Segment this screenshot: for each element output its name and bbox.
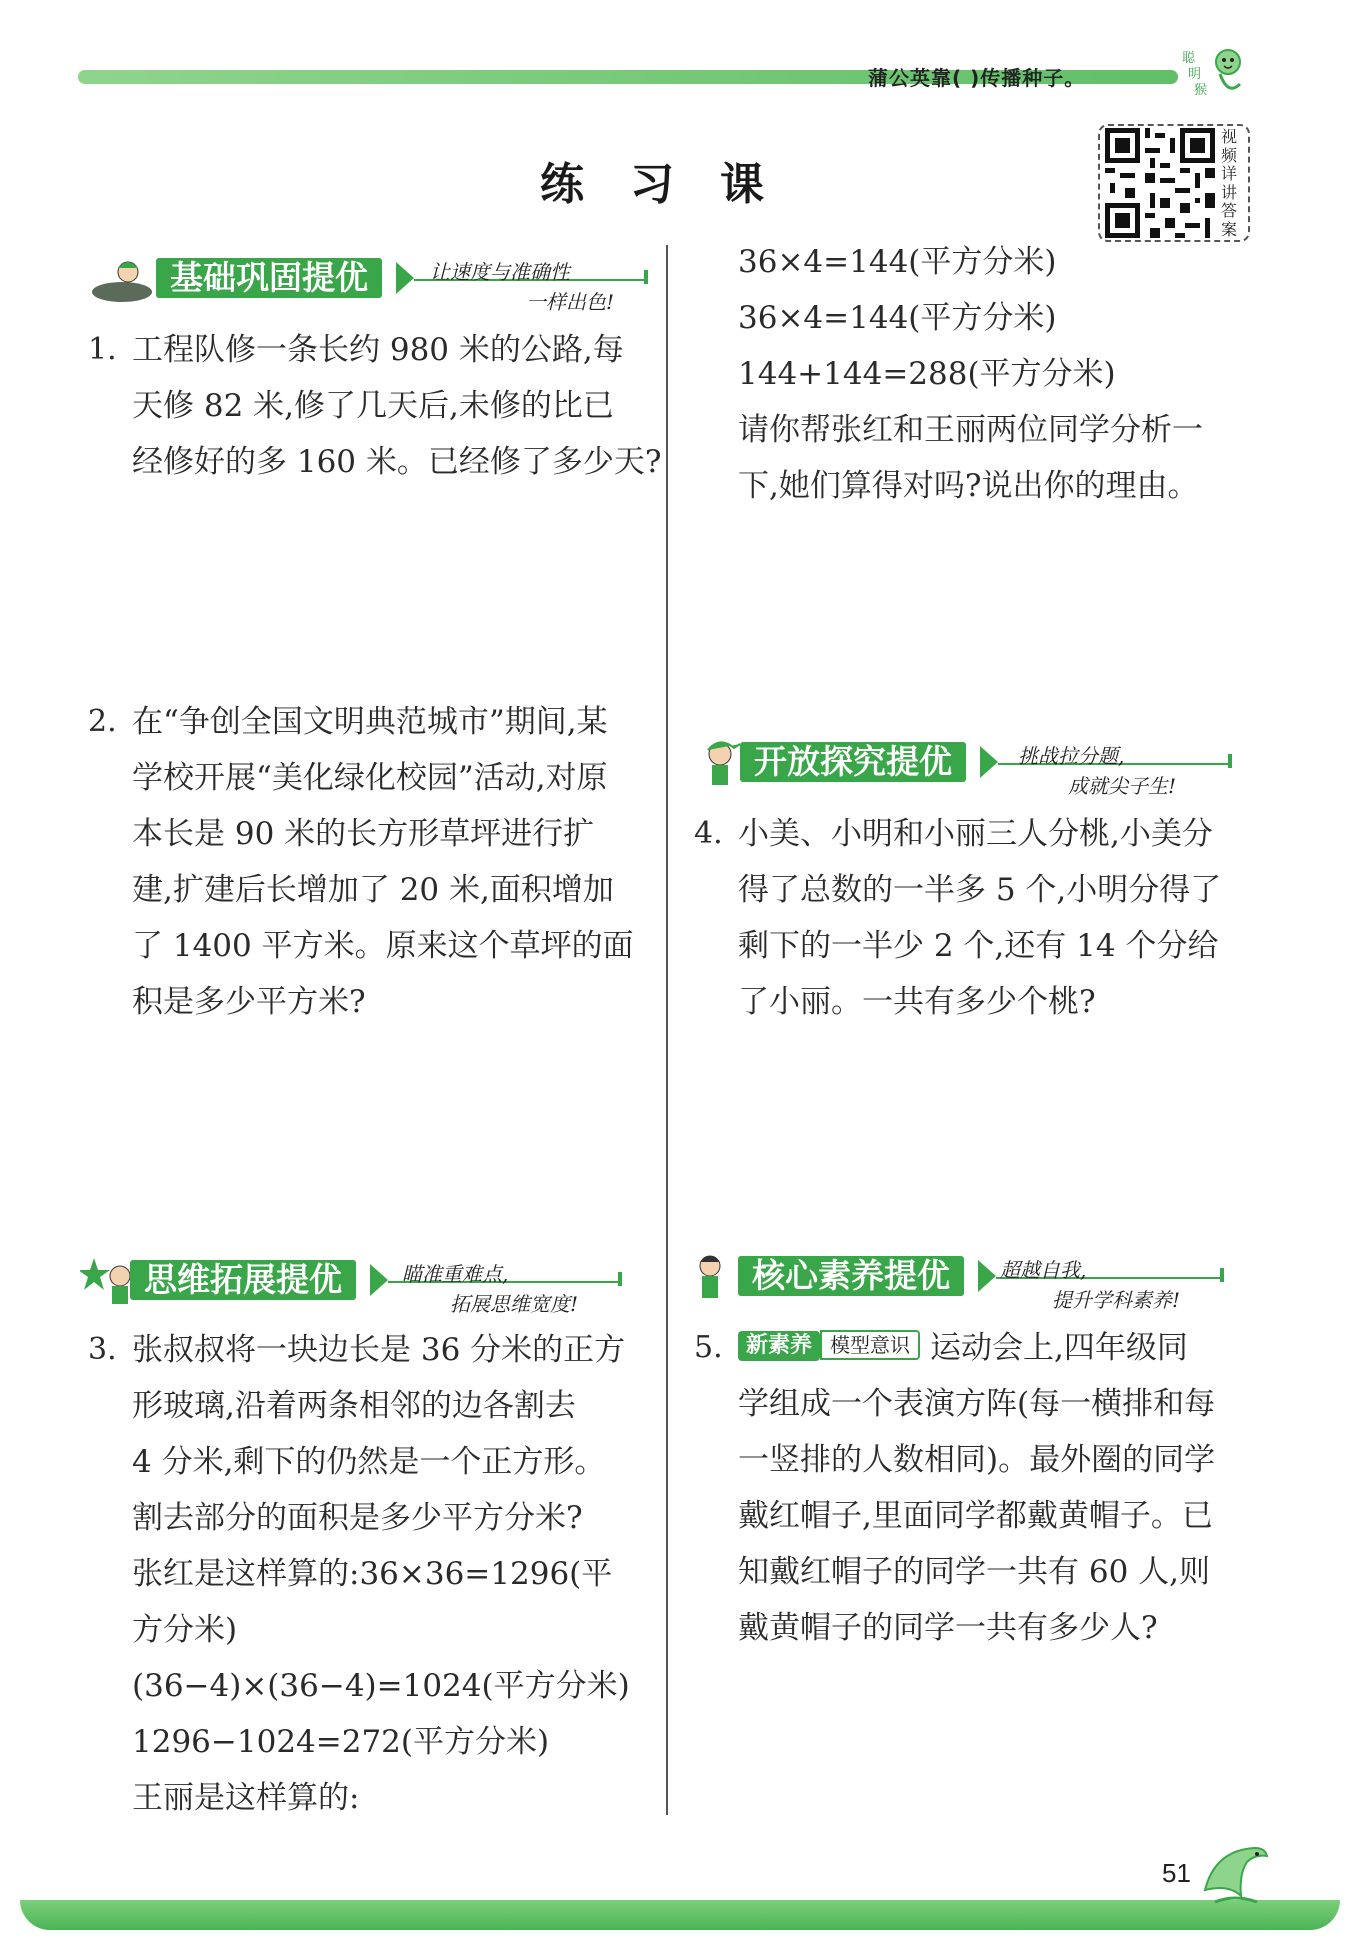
text-line: 戴黄帽子的同学一共有多少人?	[738, 1610, 1158, 1646]
section-arrow	[396, 262, 414, 294]
section-header-open	[690, 732, 1250, 798]
svg-text:聪: 聪	[1182, 51, 1196, 66]
monkey-mascot-icon	[1180, 44, 1250, 102]
text-line: 36×4=144(平方分米)	[738, 244, 1057, 280]
svg-text:明: 明	[1188, 67, 1202, 82]
text-line: 1296−1024=272(平方分米)	[132, 1724, 550, 1760]
text-line: 建,扩建后长增加了 20 米,面积增加	[132, 872, 614, 908]
text-line: 小美、小明和小丽三人分桃,小美分	[738, 816, 1213, 852]
text-line: 了 1400 平方米。原来这个草坪的面	[132, 928, 634, 964]
problem-4	[694, 806, 1222, 1030]
text-line: 在“争创全国文明典范城市”期间,某	[132, 704, 608, 740]
section-label: 核心素养提优	[738, 1256, 964, 1296]
section-tagline-2: 提升学科素养!	[1052, 1288, 1181, 1312]
text-line: 36×4=144(平方分米)	[738, 300, 1057, 336]
page-title: 练习课	[540, 159, 810, 210]
section-label: 开放探究提优	[740, 742, 966, 782]
text-line: 王丽是这样算的:	[132, 1780, 360, 1816]
text-line: 学校开展“美化绿化校园”活动,对原	[132, 760, 608, 796]
dolphin-icon	[1195, 1840, 1275, 1910]
problem-2	[88, 694, 634, 1030]
text-line: 工程队修一条长约 980 米的公路,每	[132, 332, 624, 368]
text-line: 形玻璃,沿着两条相邻的边各割去	[132, 1388, 576, 1424]
problem-number: 1.	[88, 332, 117, 367]
text-line: 下,她们算得对吗?说出你的理由。	[738, 468, 1199, 504]
section-header-thinking	[80, 1250, 640, 1316]
text-line: 一竖排的人数相同)。最外圈的同学	[738, 1442, 1216, 1478]
section-tagline-1: 挑战拉分题,	[1018, 744, 1125, 768]
text-line: 剩下的一半少 2 个,还有 14 个分给	[738, 928, 1219, 964]
text-line: 请你帮张红和王丽两位同学分析一	[738, 412, 1203, 448]
qr-label: 视频详讲答案	[1220, 127, 1237, 239]
text-line: 割去部分的面积是多少平方分米?	[132, 1500, 583, 1536]
text-line: 积是多少平方米?	[132, 984, 366, 1020]
problem-number: 2.	[88, 704, 117, 739]
column-divider	[666, 245, 668, 1815]
text-line: 得了总数的一半多 5 个,小明分得了	[738, 872, 1222, 908]
section-tagline-1: 瞄准重难点,	[402, 1262, 509, 1286]
header-slogan: 蒲公英靠( )传播种子。	[868, 66, 1086, 90]
new-literacy-badge: 新素养	[738, 1331, 820, 1361]
text-line: 本长是 90 米的长方形草坪进行扩	[132, 816, 595, 852]
text-line: 张叔叔将一块边长是 36 分米的正方	[132, 1332, 626, 1368]
page-number: 51	[1162, 1858, 1191, 1888]
section-tagline-1: 让速度与准确性	[430, 260, 570, 284]
text-line: 方分米)	[132, 1612, 238, 1648]
footer-band	[20, 1900, 1340, 1930]
section-tagline-1: 超越自我,	[1000, 1258, 1087, 1282]
qr-code-icon[interactable]	[1105, 128, 1215, 238]
text-line: 天修 82 米,修了几天后,未修的比已	[132, 388, 614, 424]
section-arrow	[980, 746, 998, 778]
text-line: 戴红帽子,里面同学都戴黄帽子。已	[738, 1498, 1213, 1534]
problem-number: 4.	[694, 816, 723, 851]
kid-racecar-icon	[90, 248, 160, 308]
text-run: 运动会上,四年级同	[930, 1330, 1188, 1366]
text-line: 了小丽。一共有多少个桃?	[738, 984, 1096, 1020]
problem-number: 5.	[694, 1330, 723, 1365]
section-tagline-2: 一样出色!	[526, 290, 615, 314]
section-rule-end	[1220, 1268, 1224, 1282]
text-line: 经修好的多 160 米。已经修了多少天?	[132, 444, 662, 480]
section-label: 思维拓展提优	[130, 1260, 356, 1300]
section-tagline-2: 成就尖子生!	[1068, 774, 1177, 798]
problem-3-continued	[738, 234, 1203, 514]
text-line: 张红是这样算的:36×36=1296(平	[132, 1556, 613, 1592]
text-line: 学组成一个表演方阵(每一横排和每	[738, 1386, 1216, 1422]
section-rule-end	[618, 1272, 622, 1286]
section-header-core	[688, 1246, 1248, 1312]
problem-number: 3.	[88, 1332, 117, 1367]
svg-text:猴: 猴	[1194, 83, 1208, 98]
text-line: 4 分米,剩下的仍然是一个正方形。	[132, 1444, 606, 1480]
section-arrow	[978, 1260, 996, 1292]
section-rule-end	[1228, 754, 1232, 768]
text-line-first	[738, 1320, 1215, 1376]
section-label: 基础巩固提优	[156, 258, 382, 298]
text-line: 知戴红帽子的同学一共有 60 人,则	[738, 1554, 1211, 1590]
section-arrow	[370, 1264, 388, 1296]
problem-3	[88, 1322, 630, 1826]
section-header-basic	[90, 248, 650, 314]
section-tagline-2: 拓展思维宽度!	[450, 1292, 579, 1316]
text-line: (36−4)×(36−4)=1024(平方分米)	[132, 1668, 630, 1704]
text-line: 144+144=288(平方分米)	[738, 356, 1116, 392]
section-rule-end	[644, 270, 648, 284]
problem-1	[88, 322, 662, 490]
model-awareness-badge: 模型意识	[820, 1330, 920, 1360]
problem-5	[694, 1320, 1216, 1656]
